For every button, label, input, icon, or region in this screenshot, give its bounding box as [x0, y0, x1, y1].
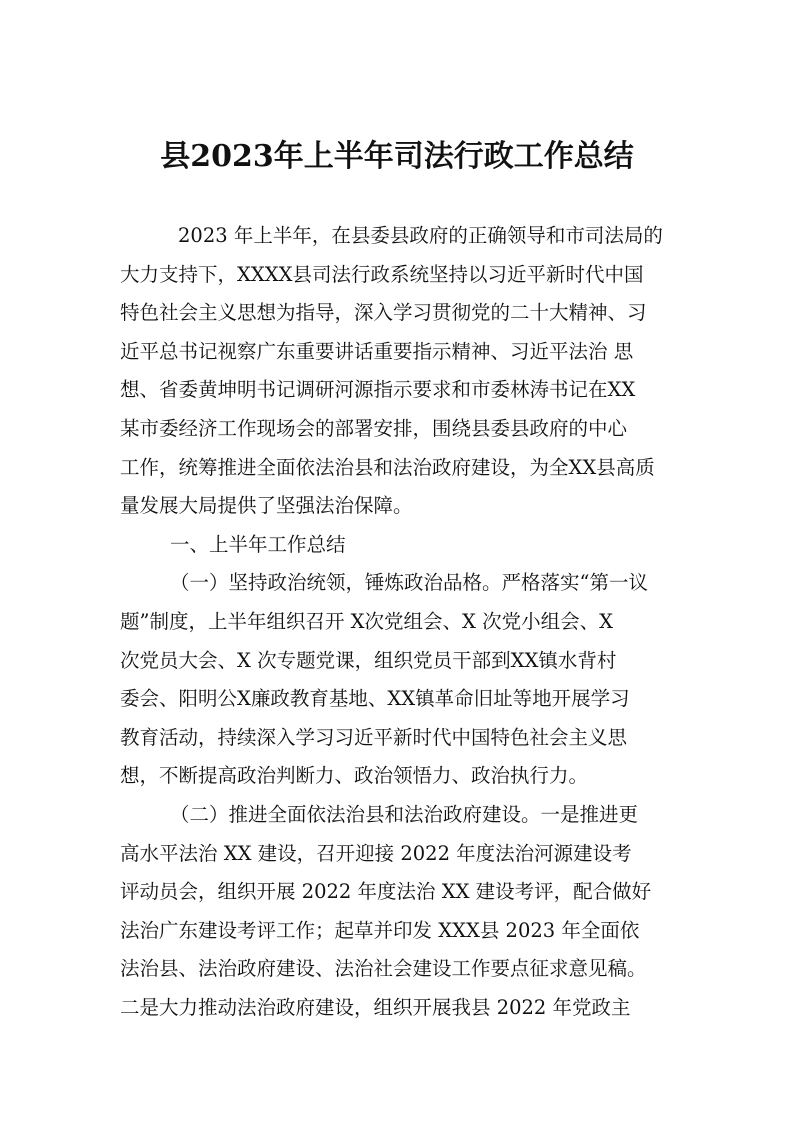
- paragraph-line: 二是大力推动法治政府建设，组织开展我县 2022 年党政主: [120, 995, 631, 1019]
- paragraph-line: 想，不断提高政治判断力、政治领悟力、政治执行力。: [120, 764, 589, 788]
- subsection-heading-line: （二）推进全面依法治县和法治政府建设。一是推进更: [170, 802, 639, 826]
- subsection-heading-line: （一）坚持政治统领，锤炼政治品格。严格落实“第一议: [170, 571, 648, 595]
- paragraph-line: 某市委经济工作现场会的部署安排，围绕县委县政府的中心: [120, 416, 628, 440]
- paragraph-line: 近平总书记视察广东重要讲话重要指示精神、习近平法治 思: [120, 339, 634, 363]
- paragraph-line: 法治县、法治政府建设、法治社会建设工作要点征求意见稿。: [120, 957, 647, 981]
- document-title: 县2023年上半年司法行政工作总结: [160, 139, 634, 174]
- paragraph-line: 想、省委黄坤明书记调研河源指示要求和市委林涛书记在XX: [120, 378, 636, 402]
- paragraph-line: 次党员大会、X 次专题党课，组织党员干部到XX镇水背村: [120, 648, 617, 672]
- paragraph-line: 法治广东建设考评工作；起草并印发 XXX县 2023 年全面依: [120, 918, 640, 942]
- section-heading: 一、上半年工作总结: [170, 532, 346, 556]
- paragraph-line: 大力支持下，XXXX县司法行政系统坚持以习近平新时代中国: [120, 262, 644, 286]
- paragraph-line: 量发展大局提供了坚强法治保障。: [120, 494, 413, 518]
- paragraph-line: 特色社会主义思想为指导，深入学习贯彻党的二十大精神、习: [120, 301, 647, 325]
- paragraph-line: 工作，统筹推进全面依法治县和法治政府建设，为全XX县高质: [120, 455, 655, 479]
- paragraph-line: 委会、阳明公X廉政教育基地、XX镇革命旧址等地开展学习: [120, 687, 630, 711]
- paragraph-line: 评动员会，组织开展 2022 年度法治 XX 建设考评，配合做好: [120, 880, 652, 904]
- paragraph-line: 题”制度，上半年组织召开 X次党组会、X 次党小组会、X: [120, 609, 614, 633]
- paragraph-line: 教育活动，持续深入学习习近平新时代中国特色社会主义思: [120, 725, 628, 749]
- paragraph-line: 2023 年上半年，在县委县政府的正确领导和市司法局的: [178, 224, 663, 247]
- document-body: [120, 217, 680, 1027]
- paragraph-line: 高水平法治 XX 建设，召开迎接 2022 年度法治河源建设考: [120, 841, 632, 865]
